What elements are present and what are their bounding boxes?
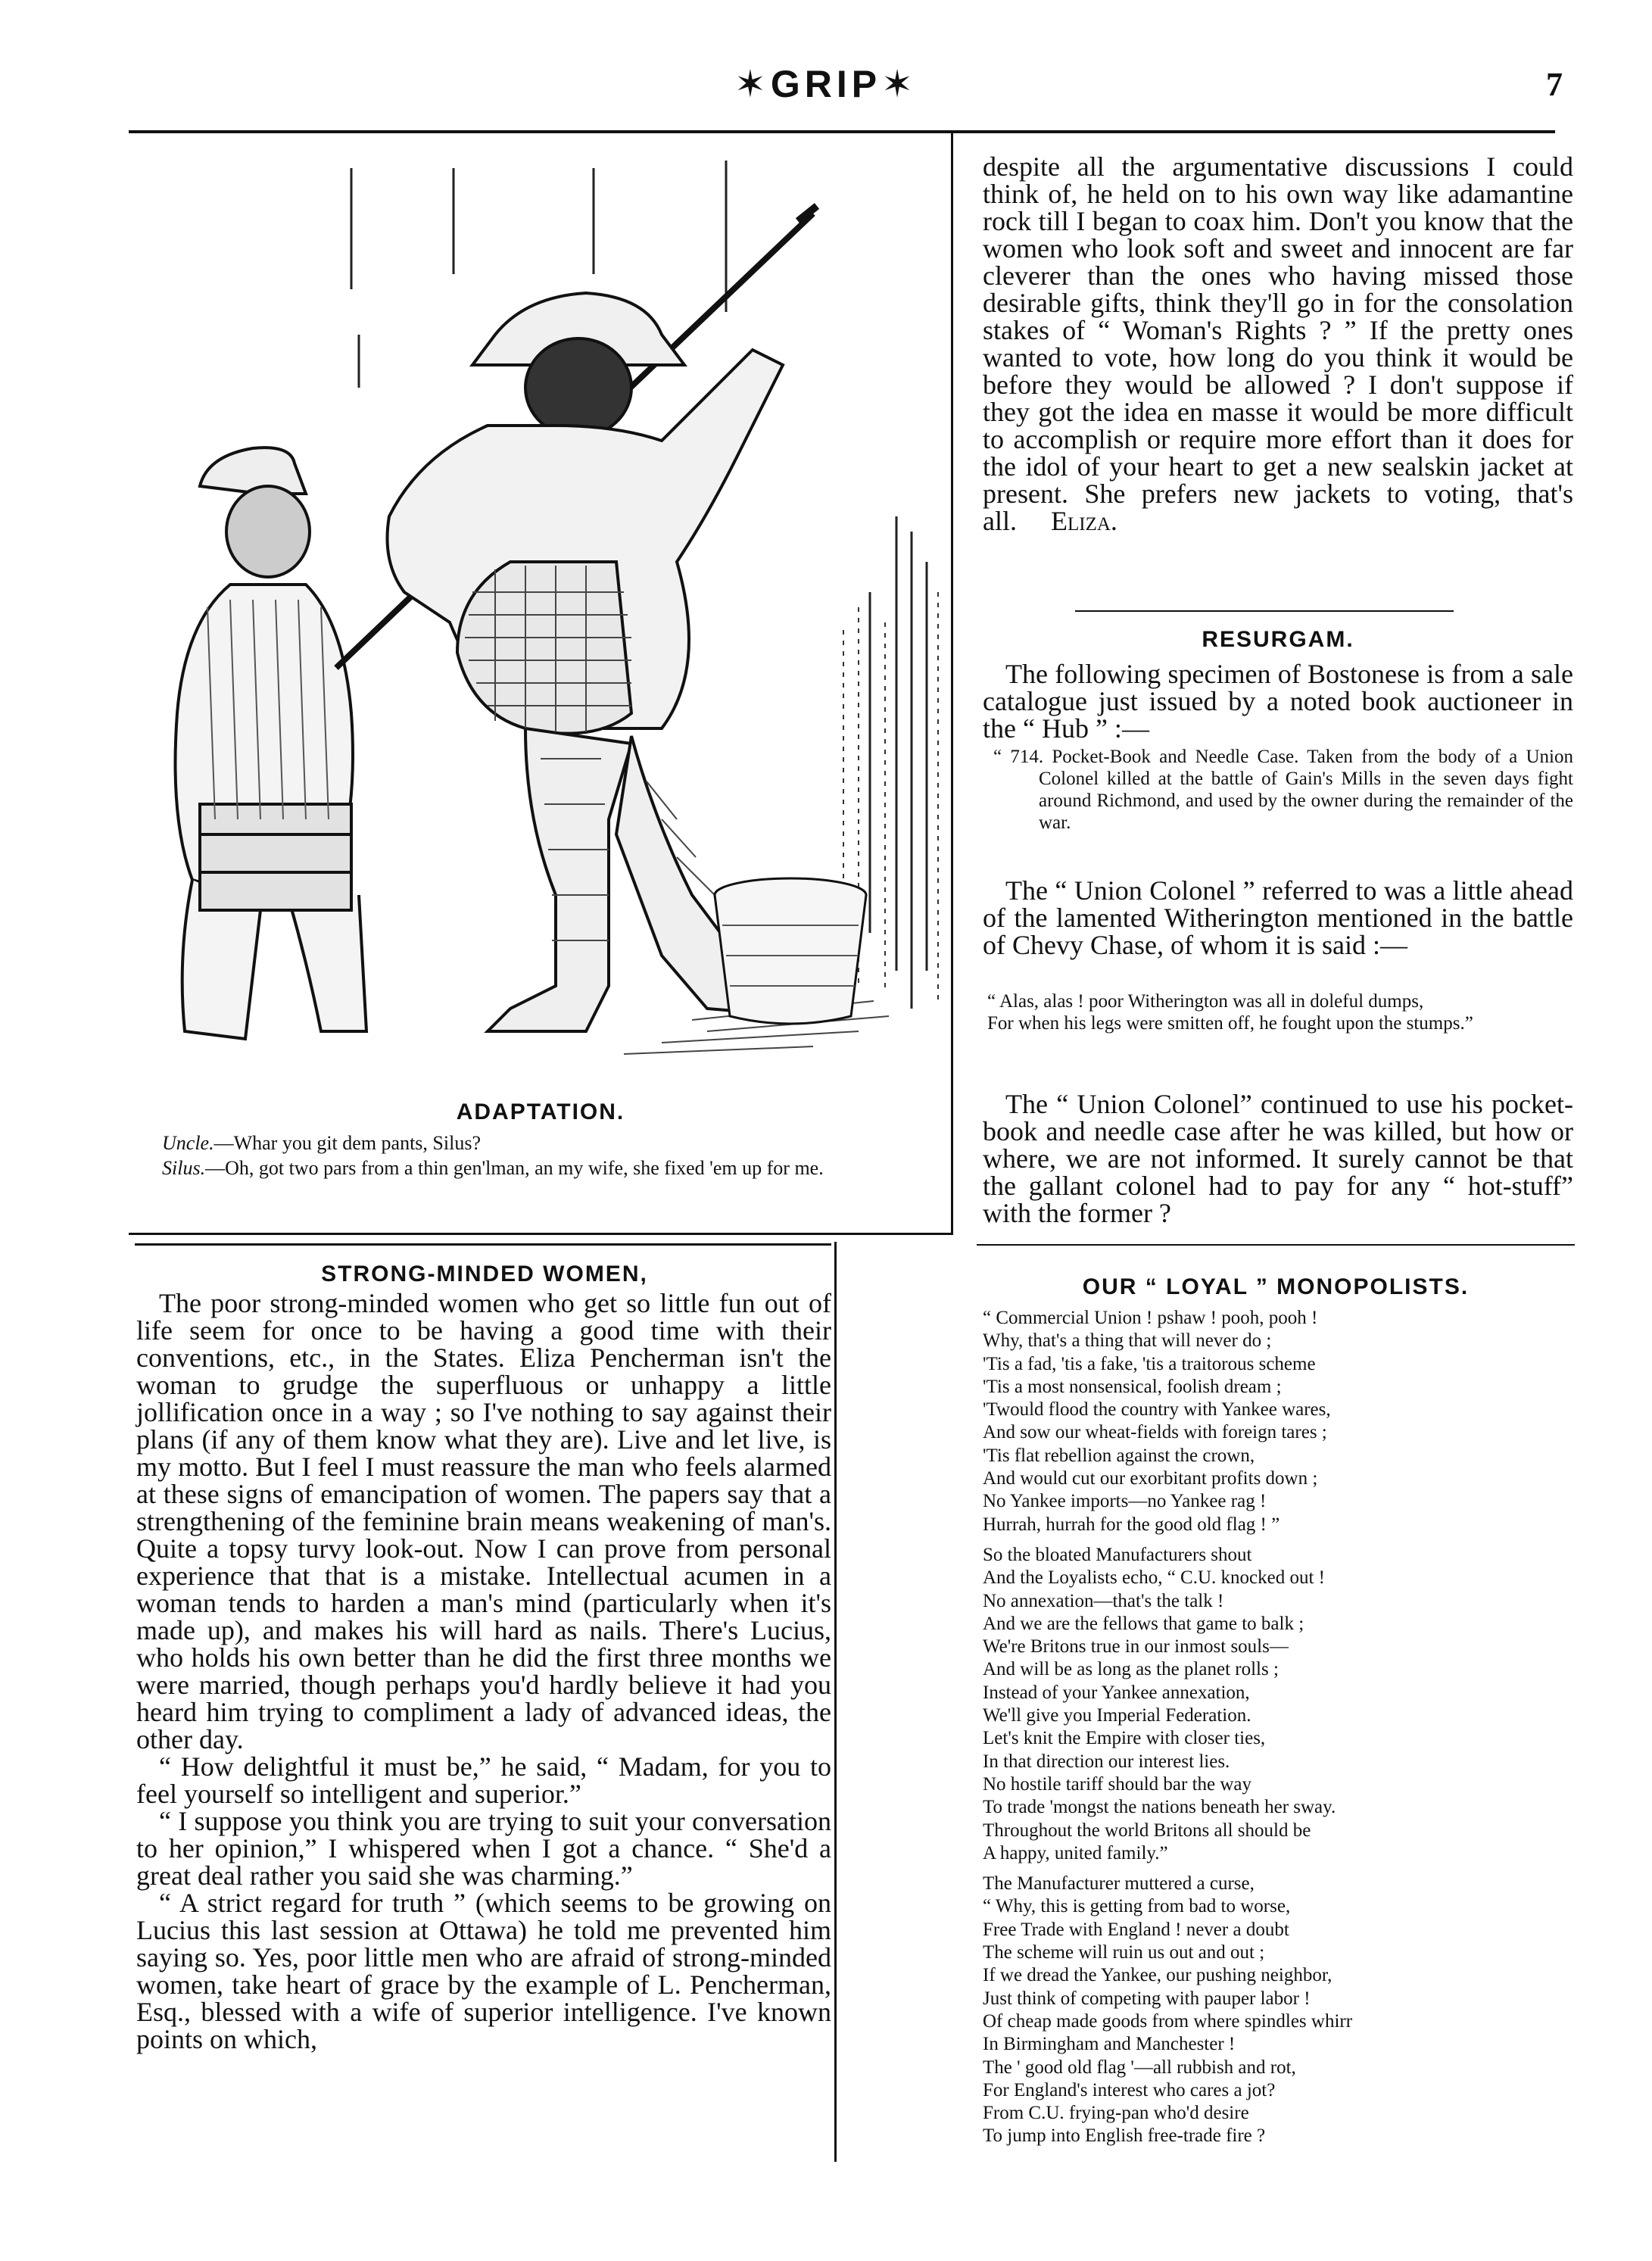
poem-line: We're Britons true in our inmost souls— [983, 1636, 1289, 1658]
resurgam-rule [1075, 610, 1454, 612]
article-paragraph: “ A strict regard for truth ” (which seems to be growing on Lucius this last session at Ottawa) he told me prevented him saying so. Yes, poor little men who are afraid of strong-minded women, take heart of grace by the example of L. Pencherman, Esq., blessed with a wife of superior intelligence. I've known points on which, [136, 1888, 831, 2054]
poem-line: If we dread the Yankee, our pushing neighbor, [983, 1965, 1333, 1986]
poem-line: No annexation—that's the talk ! [983, 1590, 1224, 1611]
caption-line [132, 1130, 949, 1155]
resurgam-verse [983, 990, 1573, 1034]
cartoon-frame-bottom [129, 1233, 952, 1235]
article-paragraph: “ I suppose you think you are trying to suit your conversation to her opinion,” I whispered when I got a chance. “ She'd a great deal rather you said she was charming.” [136, 1806, 831, 1891]
caption-speaker: Uncle. [162, 1132, 214, 1154]
verse-line: “ Alas, alas ! poor Witherington was all in doleful dumps, [987, 991, 1424, 1012]
resurgam-heading: RESURGAM. [1202, 627, 1354, 652]
poem-line: Just think of competing with pauper labor ! [983, 1988, 1311, 2009]
poem-line: From C.U. frying-pan who'd desire [983, 2103, 1249, 2124]
column-divider-top [951, 133, 953, 1235]
monopolists-heading: OUR “ LOYAL ” MONOPOLISTS. [1082, 1274, 1470, 1299]
resurgam-para2: The “ Union Colonel ” referred to was a little ahead of the lamented Witherington mentioned in the battle of Chevy Chase, of whom it is said :— [983, 875, 1573, 960]
caption-speaker: Silus. [162, 1157, 206, 1179]
poem-line: No Yankee imports—no Yankee rag ! [983, 1491, 1267, 1512]
masthead-title: ✶GRIP✶ [734, 63, 918, 105]
article-paragraph: The poor strong-minded women who get so little fun out of life seem for once to be having a good time with their conventions, etc., in the States. Eliza Pencherman isn't the woman to grudge the superfluous or unhappy a little jollification once in a way ; so I've nothing to say against their plans (if any of them know what they are). Live and let live, is my motto. But I feel I must reassure the man who feels alarmed at these signs of emancipation of women. The papers say that a strengthening of the feminine brain means weakening of man's. Quite a topsy turvy look-out. Now I can prove from personal experience that that is a mistake. Intellectual acumen in a woman tends to harden a man's mind (particularly when it's made up), and makes his will hard as nails. There's Lucius, who holds his own better than he did the first three months we were married, though perhaps you'd hardly believe it had you heard him trying to compliment a lady of advanced ideas, the other day. [136, 1288, 831, 1754]
poem-line: The Manufacturer muttered a curse, [983, 1873, 1255, 1895]
eliza-signature: Eliza. [1050, 506, 1117, 536]
catalogue-entry-text: “ 714. Pocket-Book and Needle Case. Taken from the body of a Union Colonel killed at the battle of Gain's Mills in the seven days fight around Richmond, and used by the owner during the remainder of the war. [993, 747, 1573, 833]
poem-line: To jump into English free-trade fire ? [983, 2125, 1266, 2147]
strong-minded-heading: STRONG-MINDED WOMEN, [321, 1261, 648, 1286]
poem-line: “ Commercial Union ! pshaw ! pooh, pooh ! [983, 1308, 1318, 1328]
poem-line: So the bloated Manufacturers shout [983, 1544, 1252, 1565]
poem-line: We'll give you Imperial Federation. [983, 1705, 1251, 1726]
page-number: 7 [1546, 66, 1563, 103]
caption-text: —Whar you git dem pants, Silus? [214, 1132, 481, 1154]
column-divider-bottom [834, 1242, 837, 2162]
poem-line: Why, that's a thing that will never do ; [983, 1330, 1272, 1352]
poem-line: “ Why, this is getting from bad to worse, [983, 1896, 1291, 1917]
resurgam-para3-block [983, 1090, 1573, 1227]
poem-line: To trade 'mongst the nations beneath her sway. [983, 1797, 1336, 1818]
poem-line: And the Loyalists echo, “ C.U. knocked out ! [983, 1567, 1325, 1589]
poem-line: And would cut our exorbitant profits down ; [983, 1468, 1318, 1489]
resurgam-para2-block [983, 877, 1573, 959]
poem-line: And we are the fellows that game to balk ; [983, 1613, 1304, 1634]
eliza-text: despite all the argumentative discussions I could think of, he held on to his own way like adamantine rock till I began to coax him. Don't you know that the women who look soft and sweet and innocent are far cleverer than the ones who having missed those desirable gifts, think they'll go in for the consolation stakes of “ Woman's Rights ? ” If the pretty ones wanted to vote, how long do you think it would be before they would be allowed ? I don't suppose if they got the idea en masse it would be more difficult to accomplish or require more effort than it does for the idol of your heart to get a new sealskin jacket at present. She prefers new jackets to voting, that's all. [983, 151, 1573, 536]
article-paragraph: “ How delightful it must be,” he said, “ Madam, for you to feel yourself so intelligent and superior.” [136, 1751, 831, 1809]
poem-line: 'Twould flood the country with Yankee wares, [983, 1399, 1331, 1421]
verse-line: For when his legs were smitten off, he fought upon the stumps.” [987, 1013, 1473, 1034]
caption-line [132, 1155, 949, 1180]
poem-line: Hurrah, hurrah for the good old flag ! ” [983, 1514, 1280, 1535]
poem-line: For England's interest who cares a jot? [983, 2079, 1276, 2100]
poem-line: The ' good old flag '—all rubbish and rot, [983, 2057, 1296, 2078]
poem-line: Throughout the world Britons all should be [983, 1820, 1311, 1841]
cartoon-title: ADAPTATION. [456, 1099, 625, 1124]
poem-line: The scheme will ruin us out and out ; [983, 1942, 1265, 1963]
poem-line: 'Tis a fad, 'tis a fake, 'tis a traitorous scheme [983, 1353, 1316, 1374]
header-rule [129, 130, 1555, 133]
resurgam-section [983, 660, 1573, 742]
caption-text: —Oh, got two pars from a thin gen'lman, an my wife, she fixed 'em up for me. [205, 1157, 824, 1179]
poem-line: Free Trade with England ! never a doubt [983, 1919, 1289, 1940]
poem-line: And will be as long as the planet rolls ; [983, 1659, 1279, 1680]
poem-line: Let's knit the Empire with closer ties, [983, 1728, 1266, 1749]
poem-line: And sow our wheat-fields with foreign tares ; [983, 1422, 1327, 1443]
eliza-continued [983, 153, 1573, 535]
poem-line: In Birmingham and Manchester ! [983, 2034, 1236, 2055]
monopolists-poem [983, 1307, 1581, 2148]
poem-line: Instead of your Yankee annexation, [983, 1682, 1250, 1703]
resurgam-intro: The following specimen of Bostonese is from a sale catalogue just issued by a noted book auctioneer in the “ Hub ” :— [983, 659, 1573, 744]
section-rule-left [135, 1243, 831, 1246]
poem-line: In that direction our interest lies. [983, 1751, 1230, 1772]
section-rule-right [977, 1244, 1575, 1246]
cartoon-illustration [132, 138, 949, 1092]
poem-line: No hostile tariff should bar the way [983, 1773, 1252, 1795]
strong-minded-article [136, 1290, 831, 2053]
poem-line: 'Tis flat rebellion against the crown, [983, 1445, 1255, 1466]
resurgam-para3: The “ Union Colonel” continued to use his pocket-book and needle case after he was killed, but how or where, we are not informed. It surely cannot be that the gallant colonel had to pay for any “ hot-stuff” with the former ? [983, 1089, 1573, 1228]
poem-line: A happy, united family.” [983, 1842, 1168, 1863]
poem-line: 'Tis a most nonsensical, foolish dream ; [983, 1376, 1282, 1397]
resurgam-catalogue-entry [983, 746, 1573, 834]
poem-line: Of cheap made goods from where spindles whirr [983, 2010, 1353, 2032]
